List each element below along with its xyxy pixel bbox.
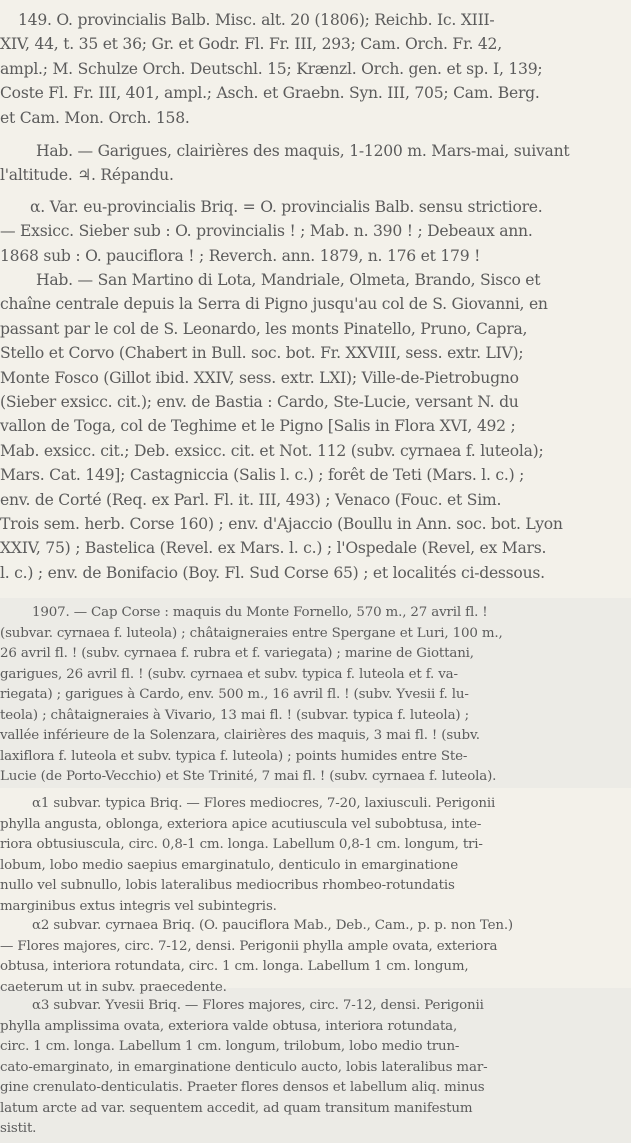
text-line: Hab. — Garigues, clairières des maquis, 1-1200 m. Mars-mai, suivant xyxy=(36,142,570,160)
text-line: Trois sem. herb. Corse 160) ; env. d'Ajaccio (Boullu in Ann. soc. bot. Lyon xyxy=(0,515,563,533)
text-line: caeterum ut in subv. praecedente. xyxy=(0,980,227,995)
text-line: 1868 sub : O. pauciflora ! ; Reverch. ann. 1879, n. 176 et 179 ! xyxy=(0,247,481,265)
text-line: Lucie (de Porto-Vecchio) et Ste Trinité, 7 mai fl. ! (subv. cyrnaea f. luteola). xyxy=(0,769,497,784)
text-line: — Exsicc. Sieber sub : O. provincialis ! ; Mab. n. 390 ! ; Debeaux ann. xyxy=(0,222,533,240)
text-line: (Sieber exsicc. cit.); env. de Bastia : Cardo, Ste-Lucie, versant N. du xyxy=(0,393,519,411)
text-line: teola) ; châtaigneraies à Vivario, 13 mai fl. ! (subvar. typica f. luteola) ; xyxy=(0,708,469,723)
text-line: phylla amplissima ovata, exteriora valde obtusa, interiora rotundata, xyxy=(0,1019,458,1034)
text-line: circ. 1 cm. longa. Labellum 1 cm. longum, trilobum, lobo medio trun- xyxy=(0,1039,460,1054)
text-line: Coste Fl. Fr. III, 401, ampl.; Asch. et Graebn. Syn. III, 705; Cam. Berg. xyxy=(0,84,540,102)
text-line: ampl.; M. Schulze Orch. Deutschl. 15; Krænzl. Orch. gen. et sp. I, 139; xyxy=(0,60,543,78)
text-line: passant par le col de S. Leonardo, les monts Pinatello, Pruno, Capra, xyxy=(0,320,528,338)
text-line: XIV, 44, t. 35 et 36; Gr. et Godr. Fl. Fr. III, 293; Cam. Orch. Fr. 42, xyxy=(0,35,502,53)
text-line: Mab. exsicc. cit.; Deb. exsicc. cit. et Not. 112 (subv. cyrnaea f. luteola); xyxy=(0,442,544,460)
text-line: chaîne centrale depuis la Serra di Pigno jusqu'au col de S. Giovanni, en xyxy=(0,295,548,313)
text-line: (subvar. cyrnaea f. luteola) ; châtaigneraies entre Spergane et Luri, 100 m., xyxy=(0,626,503,641)
text-line: α. Var. eu-provincialis Briq. = O. provincialis Balb. sensu strictiore. xyxy=(30,198,543,216)
text-line: cato-emarginato, in emarginatione denticulo aucto, lobis lateralibus mar- xyxy=(0,1060,488,1075)
text-line: Hab. — San Martino di Lota, Mandriale, Olmeta, Brando, Sisco et xyxy=(36,271,541,289)
text-line: vallée inférieure de la Solenzara, clairières des maquis, 3 mai fl. ! (subv. xyxy=(0,728,480,743)
text-line: 1907. — Cap Corse : maquis du Monte Fornello, 570 m., 27 avril fl. ! xyxy=(32,605,488,620)
text-line: env. de Corté (Req. ex Parl. Fl. it. III, 493) ; Venaco (Fouc. et Sim. xyxy=(0,491,502,509)
text-line: Mars. Cat. 149]; Castagniccia (Salis l. c.) ; forêt de Teti (Mars. l. c.) ; xyxy=(0,466,525,484)
text-line: α3 subvar. Yvesii Briq. — Flores majores, circ. 7-12, densi. Perigonii xyxy=(32,998,484,1013)
text-line: l. c.) ; env. de Bonifacio (Boy. Fl. Sud Corse 65) ; et localités ci-dessous. xyxy=(0,564,545,582)
text-line: obtusa, interiora rotundata, circ. 1 cm. longa. Labellum 1 cm. longum, xyxy=(0,959,469,974)
text-line: garigues, 26 avril fl. ! (subv. cyrnaea et subv. typica f. luteola et f. va- xyxy=(0,667,458,682)
text-line: riegata) ; garigues à Cardo, env. 500 m., 16 avril fl. ! (subv. Yvesii f. lu- xyxy=(0,687,469,702)
text-line: l'altitude. ♃. Répandu. xyxy=(0,166,174,184)
text-line: lobum, lobo medio saepius emarginatulo, denticulo in emarginatione xyxy=(0,858,459,873)
text-line: latum arcte ad var. sequentem accedit, ad quam transitum manifestum xyxy=(0,1101,473,1116)
text-line: gine crenulato-denticulatis. Praeter flores densos et labellum aliq. minus xyxy=(0,1080,485,1095)
text-line: sistit. xyxy=(0,1121,37,1136)
text-line: phylla angusta, oblonga, exteriora apice acutiuscula vel subobtusa, inte- xyxy=(0,817,482,832)
text-line: — Flores majores, circ. 7-12, densi. Perigonii phylla ample ovata, exteriora xyxy=(0,939,498,954)
text-line: vallon de Toga, col de Teghime et le Pigno [Salis in Flora XVI, 492 ; xyxy=(0,417,516,435)
text-line: Stello et Corvo (Chabert in Bull. soc. bot. Fr. XXVIII, sess. extr. LIV); xyxy=(0,344,524,362)
text-line: marginibus extus integris vel subintegris. xyxy=(0,899,277,914)
text-line: nullo vel subnullo, lobis lateralibus mediocribus rhombeo-rotundatis xyxy=(0,878,455,893)
text-line: laxiflora f. luteola et subv. typica f. luteola) ; points humides entre Ste- xyxy=(0,749,468,764)
text-line: 26 avril fl. ! (subv. cyrnaea f. rubra et f. variegata) ; marine de Giottani, xyxy=(0,646,474,661)
text-line: XXIV, 75) ; Bastelica (Revel. ex Mars. l. c.) ; l'Ospedale (Revel, ex Mars. xyxy=(0,539,547,557)
text-line: 149. O. provincialis Balb. Misc. alt. 20 (1806); Reichb. Ic. XIII- xyxy=(18,11,495,29)
text-line: riora obtusiuscula, circ. 0,8-1 cm. longa. Labellum 0,8-1 cm. longum, tri- xyxy=(0,837,483,852)
text-line: Monte Fosco (Gillot ibid. XXIV, sess. extr. LXI); Ville-de-Pietrobugno xyxy=(0,369,519,387)
text-line: α2 subvar. cyrnaea Briq. (O. pauciflora Mab., Deb., Cam., p. p. non Ten.) xyxy=(32,918,513,933)
text-line: α1 subvar. typica Briq. — Flores mediocres, 7-20, laxiusculi. Perigonii xyxy=(32,796,496,811)
text-line: et Cam. Mon. Orch. 158. xyxy=(0,109,190,127)
